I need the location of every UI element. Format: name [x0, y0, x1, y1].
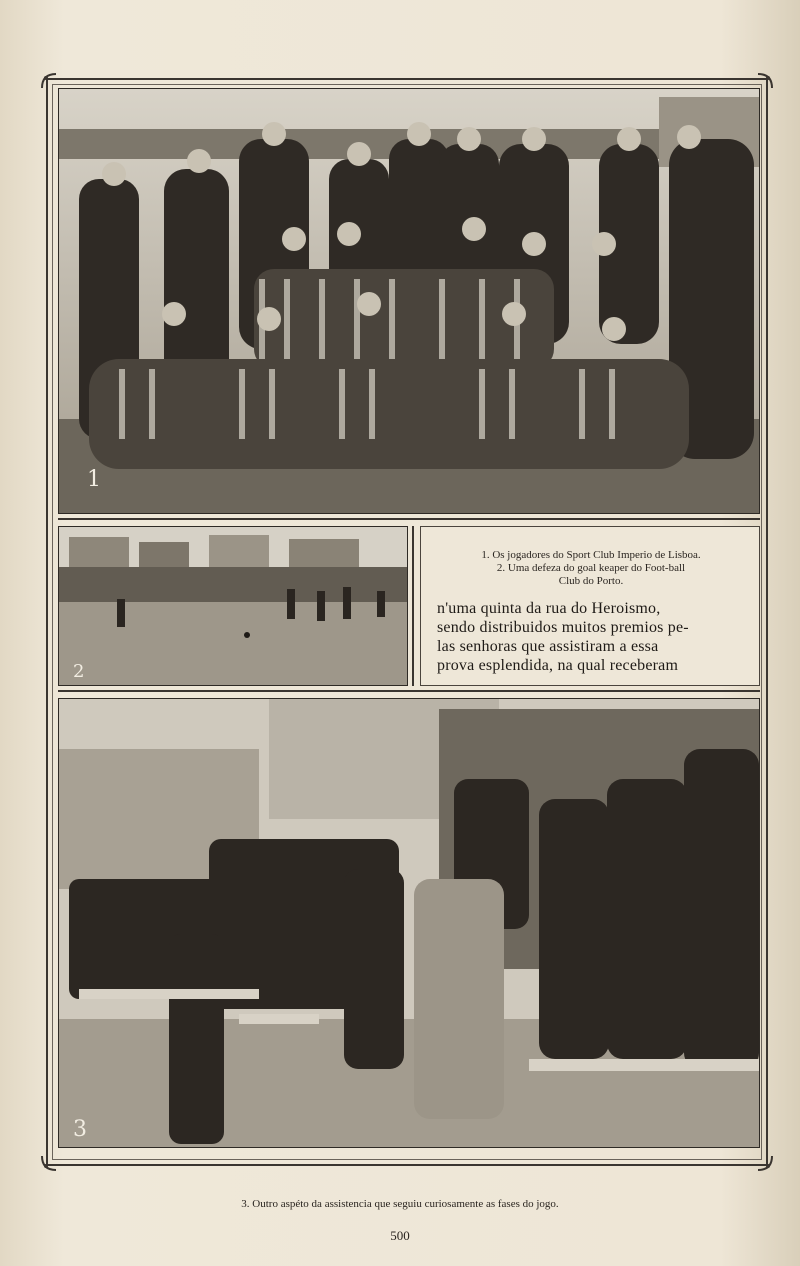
caption-item-1: 1. Os jogadores do Sport Club Imperio de Lisboa. [481, 549, 701, 561]
photo-caption-list [431, 549, 751, 588]
bottom-caption: 3. Outro aspéto da assistencia que seguiu curiosamente as fases do jogo. [241, 1198, 559, 1210]
ornament-corner-icon [40, 72, 58, 90]
caption-item-2: 2. Uma defeza do goal keaper do Foot-ball [496, 562, 686, 574]
page-number: 500 [390, 1228, 410, 1243]
row-divider [58, 690, 760, 692]
column-divider [412, 526, 414, 686]
photo-number-3: 3 [73, 1117, 87, 1142]
article-line: n'uma quinta da rua do Heroismo, [437, 600, 661, 617]
caption-box [420, 526, 760, 686]
article-text [437, 599, 749, 675]
caption-item-2-continued: Club do Porto. [558, 575, 624, 587]
photo-spectators [58, 698, 760, 1148]
article-line: sendo distribuidos muitos premios pe- [437, 619, 689, 636]
article-line: las senhoras que assistiram a essa [437, 638, 659, 655]
ornament-corner-icon [756, 1154, 774, 1172]
ornament-corner-icon [40, 1154, 58, 1172]
row-divider [58, 518, 760, 520]
article-line: prova esplendida, na qual receberam [437, 657, 679, 674]
photo-match-play [58, 526, 408, 686]
photo-number-1: 1 [87, 467, 101, 492]
photo-team-portrait [58, 88, 760, 514]
photo-number-2: 2 [73, 661, 85, 682]
